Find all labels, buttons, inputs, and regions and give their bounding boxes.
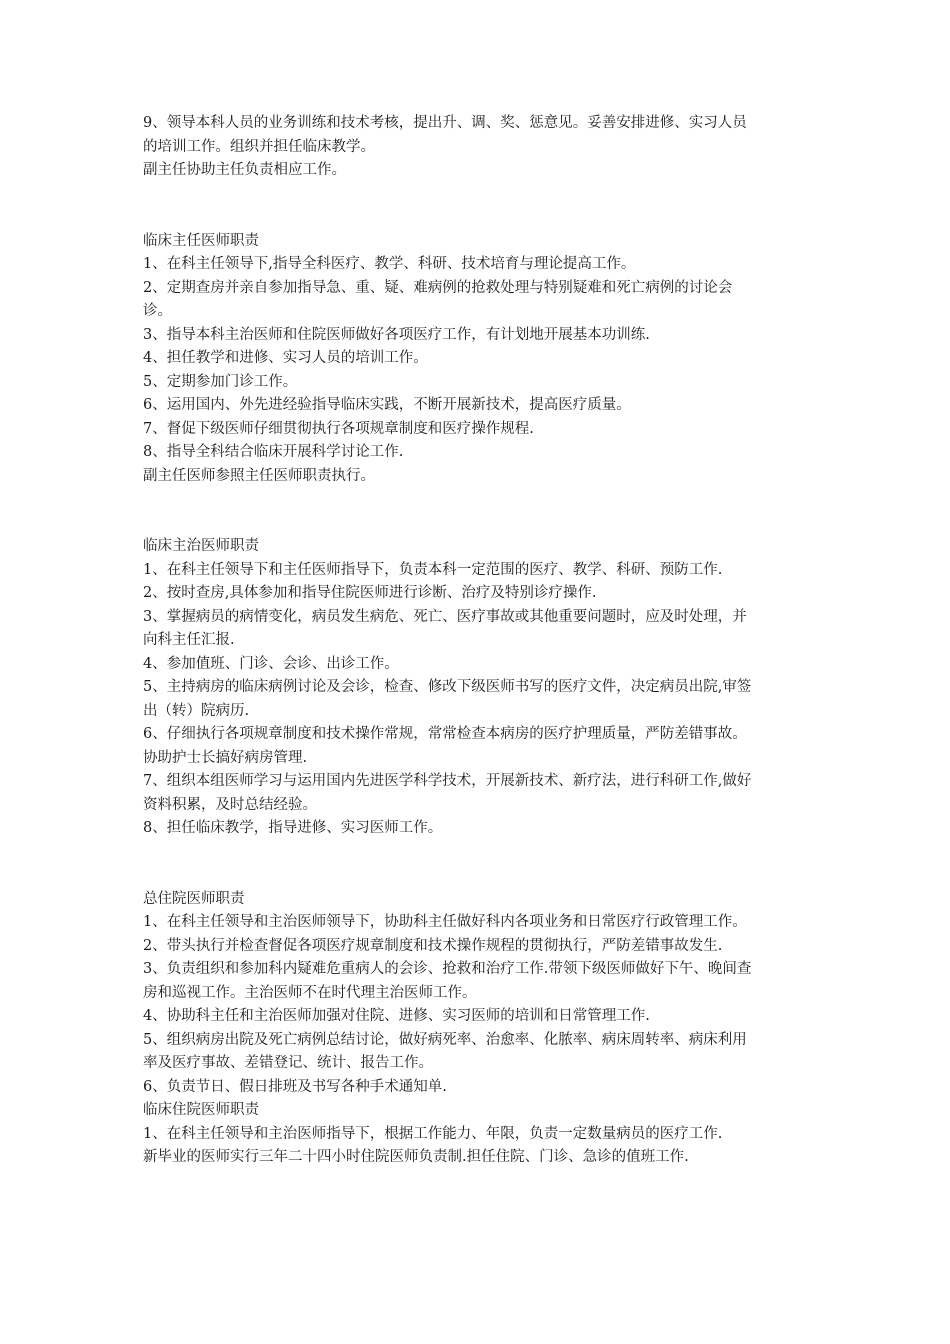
section-line: 6、运用国内、外先进经验指导临床实践，不断开展新技术，提高医疗质量。 bbox=[143, 397, 631, 413]
section-line: 5、定期参加门诊工作。 bbox=[143, 373, 298, 390]
section-line: 出（转）院病历. bbox=[143, 702, 250, 719]
section-line: 3、负责组织和参加科内疑难危重病人的会诊、抢救和治疗工作.带领下级医师做好下午、晚间查 bbox=[143, 961, 752, 977]
section-title: 临床主治医师职责 bbox=[143, 538, 259, 554]
section-title: 总住院医师职责 bbox=[143, 890, 245, 907]
section-line: 4、担任教学和进修、实习人员的培训工作。 bbox=[143, 350, 428, 366]
section-line: 新毕业的医师实行三年二十四小时住院医师负责制.担任住院、门诊、急诊的值班工作. bbox=[143, 1149, 689, 1165]
section-line: 7、督促下级医师仔细贯彻执行各项规章制度和医疗操作规程. bbox=[143, 420, 534, 437]
section-line: 2、带头执行并检查督促各项医疗规章制度和技术操作规程的贯彻执行，严防差错事故发生. bbox=[143, 937, 723, 954]
document-body bbox=[143, 112, 818, 1170]
section-line: 向科主任汇报. bbox=[143, 632, 235, 648]
section-line: 协助护士长搞好病房管理. bbox=[143, 749, 308, 766]
intro-block bbox=[143, 112, 818, 183]
section-line: 率及医疗事故、差错登记、统计、报告工作。 bbox=[143, 1055, 433, 1071]
section-line: 3、指导本科主治医师和住院医师做好各项医疗工作，有计划地开展基本功训练. bbox=[143, 326, 650, 343]
section-title: 临床主任医师职责 bbox=[143, 232, 259, 249]
section-line: 1、在科主任领导和主治医师领导下，协助科主任做好科内各项业务和日常医疗行政管理工作。 bbox=[143, 914, 747, 930]
section-line: 2、定期查房并亲自参加指导急、重、疑、难病例的抢救处理与特别疑难和死亡病例的讨论会 bbox=[143, 279, 733, 296]
section-chief-physician bbox=[143, 230, 818, 489]
section-line: 1、在科主任领导下,指导全科医疗、教学、科研、技术培育与理论提高工作。 bbox=[143, 256, 636, 272]
section-line: 8、指导全科结合临床开展科学讨论工作. bbox=[143, 444, 404, 460]
section-line: 1、在科主任领导和主治医师指导下，根据工作能力、年限，负责一定数量病员的医疗工作. bbox=[143, 1125, 723, 1142]
intro-line: 副主任协助主任负责相应工作。 bbox=[143, 162, 346, 178]
section-line: 资料积累，及时总结经验。 bbox=[143, 796, 317, 813]
section-line: 房和巡视工作。主治医师不在时代理主治医师工作。 bbox=[143, 984, 477, 1001]
section-line: 6、仔细执行各项规章制度和技术操作常规，常常检查本病房的医疗护理质量，严防差错事故。 bbox=[143, 726, 747, 742]
section-resident-physician bbox=[143, 1099, 818, 1170]
intro-line: 9、领导本科人员的业务训练和技术考核，提出升、调、奖、惩意见。妥善安排进修、实习人员 bbox=[143, 115, 747, 131]
section-line: 4、参加值班、门诊、会诊、出诊工作。 bbox=[143, 655, 399, 672]
intro-line: 的培训工作。组织并担任临床教学。 bbox=[143, 138, 375, 155]
section-line: 6、负责节日、假日排班及书写各种手术通知单. bbox=[143, 1078, 447, 1095]
section-chief-resident bbox=[143, 888, 818, 1100]
section-line: 5、组织病房出院及死亡病例总结讨论，做好病死率、治愈率、化脓率、病床周转率、病床利用 bbox=[143, 1031, 747, 1048]
section-line: 5、主持病房的临床病例讨论及会诊，检查、修改下级医师书写的医疗文件，决定病员出院,审签 bbox=[143, 679, 752, 695]
section-line: 2、按时查房,具体参加和指导住院医师进行诊断、治疗及特别诊疗操作. bbox=[143, 585, 597, 601]
section-line: 3、掌握病员的病情变化，病员发生病危、死亡、医疗事故或其他重要问题时，应及时处理，并 bbox=[143, 608, 747, 625]
section-line: 副主任医师参照主任医师职责执行。 bbox=[143, 467, 375, 484]
section-line: 7、组织本组医师学习与运用国内先进医学科学技术，开展新技术、新疗法，进行科研工作,做好 bbox=[143, 773, 752, 789]
section-line: 4、协助科主任和主治医师加强对住院、进修、实习医师的培训和日常管理工作. bbox=[143, 1008, 650, 1024]
section-line: 1、在科主任领导下和主任医师指导下，负责本科一定范围的医疗、教学、科研、预防工作. bbox=[143, 561, 723, 578]
section-line: 8、担任临床教学，指导进修、实习医师工作。 bbox=[143, 820, 443, 836]
section-attending-physician bbox=[143, 535, 818, 841]
section-title: 临床住院医师职责 bbox=[143, 1102, 259, 1118]
section-line: 诊。 bbox=[143, 303, 172, 319]
